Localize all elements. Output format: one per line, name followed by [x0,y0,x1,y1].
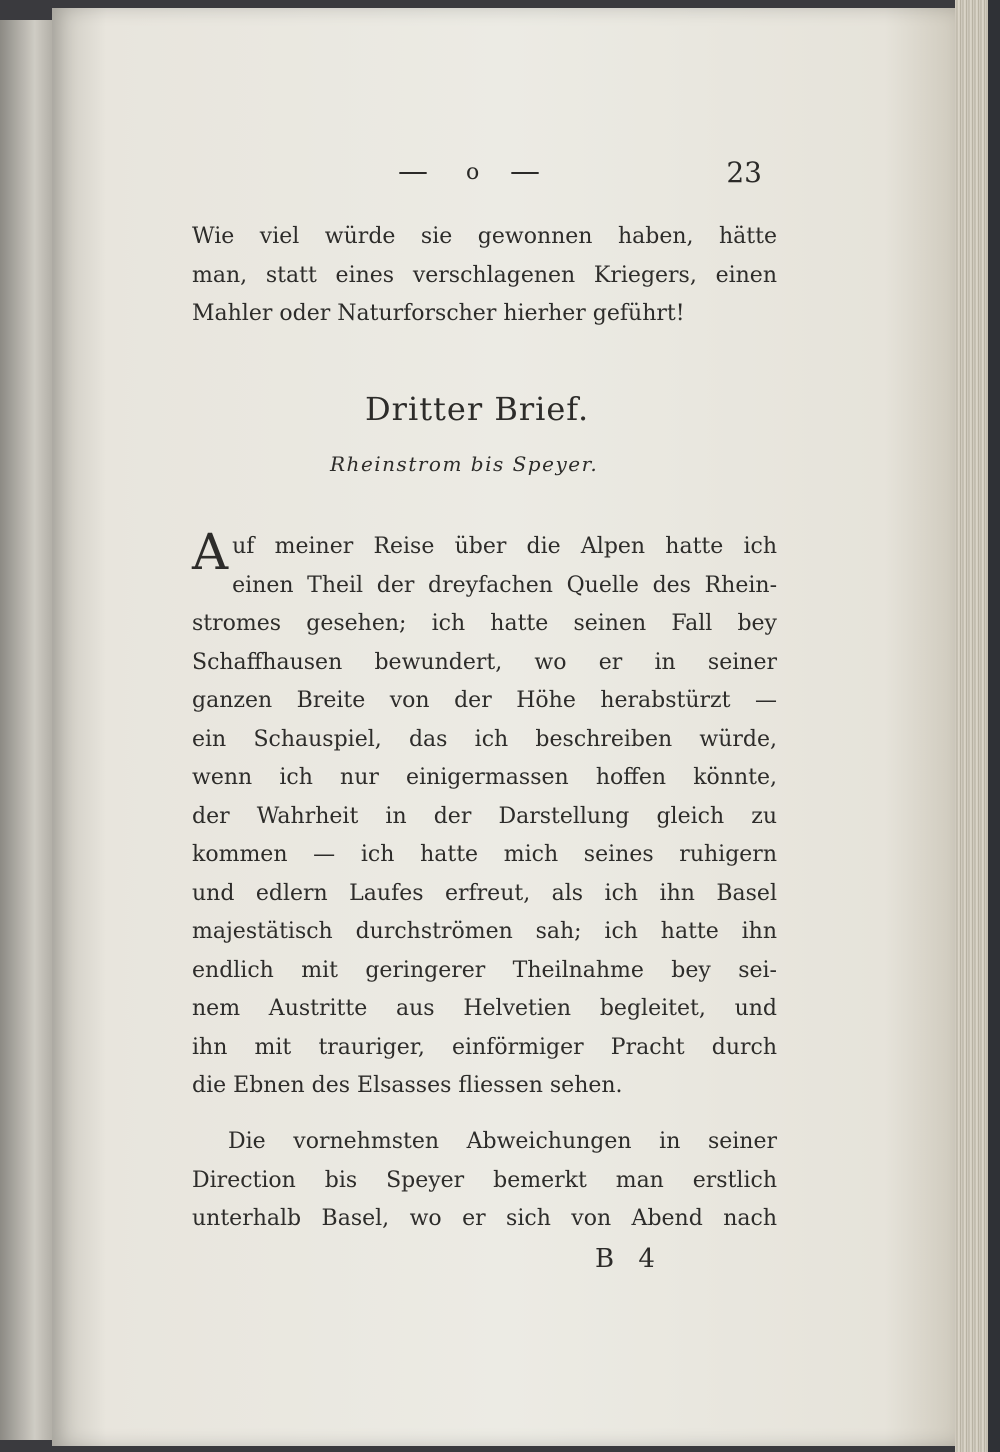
header-ornament: o [466,160,480,185]
page-number: 23 [726,156,762,189]
text-line: unterhalb Basel, wo er sich von Abend nach [192,1206,777,1231]
header-dash-right: — [510,154,540,189]
facing-page-edge [0,20,58,1440]
text-line: stromes gesehen; ich hatte seinen Fall bey [192,611,777,636]
header-dash-left: — [398,154,428,189]
text-line: Wie viel würde sie gewonnen haben, hätte [192,224,777,249]
text-line: Mahler oder Naturforscher hierher geführt! [192,301,685,326]
text-line: kommen — ich hatte mich seines ruhigern [192,842,777,867]
paragraph-next [192,1123,777,1239]
text-line: endlich mit geringerer Theilnahme bey sei- [192,957,777,983]
letter-subtitle: Rheinstrom bis Speyer. [330,452,599,476]
page-stack-edge [955,0,1000,1452]
text-line: man, statt eines verschlagenen Kriegers, einen [192,262,777,288]
text-line: ihn mit trauriger, einförmiger Pracht durch [192,1034,777,1060]
letter-title: Dritter Brief. [365,390,590,428]
text-line: uf meiner Reise über die Alpen hatte ich [232,534,777,559]
text-line: ein Schauspiel, das ich beschreiben würde, [192,726,777,752]
text-line: Direction bis Speyer bemerkt man erstlich [192,1167,777,1193]
running-header [392,150,772,200]
signature-mark: B 4 [595,1244,663,1274]
text-line: nem Austritte aus Helvetien begleitet, und [192,996,777,1021]
text-line: die Ebnen des Elsasses fliessen sehen. [192,1073,623,1098]
text-line: wenn ich nur einigermassen hoffen könnte, [192,765,777,790]
drop-cap: A [192,523,229,581]
paragraph-continuation [192,218,777,334]
text-line: und edlern Laufes erfreut, als ich ihn Basel [192,880,777,906]
text-line: ganzen Breite von der Höhe herabstürzt — [192,688,777,713]
text-line: einen Theil der dreyfachen Quelle des Rhein- [232,572,777,598]
paragraph-main [192,523,777,1106]
text-line: majestätisch durchströmen sah; ich hatte ihn [192,919,777,944]
text-line: Schaffhausen bewundert, wo er in seiner [192,649,777,675]
text-line: der Wahrheit in der Darstellung gleich zu [192,803,777,829]
text-line: Die vornehmsten Abweichungen in seiner [228,1129,777,1154]
